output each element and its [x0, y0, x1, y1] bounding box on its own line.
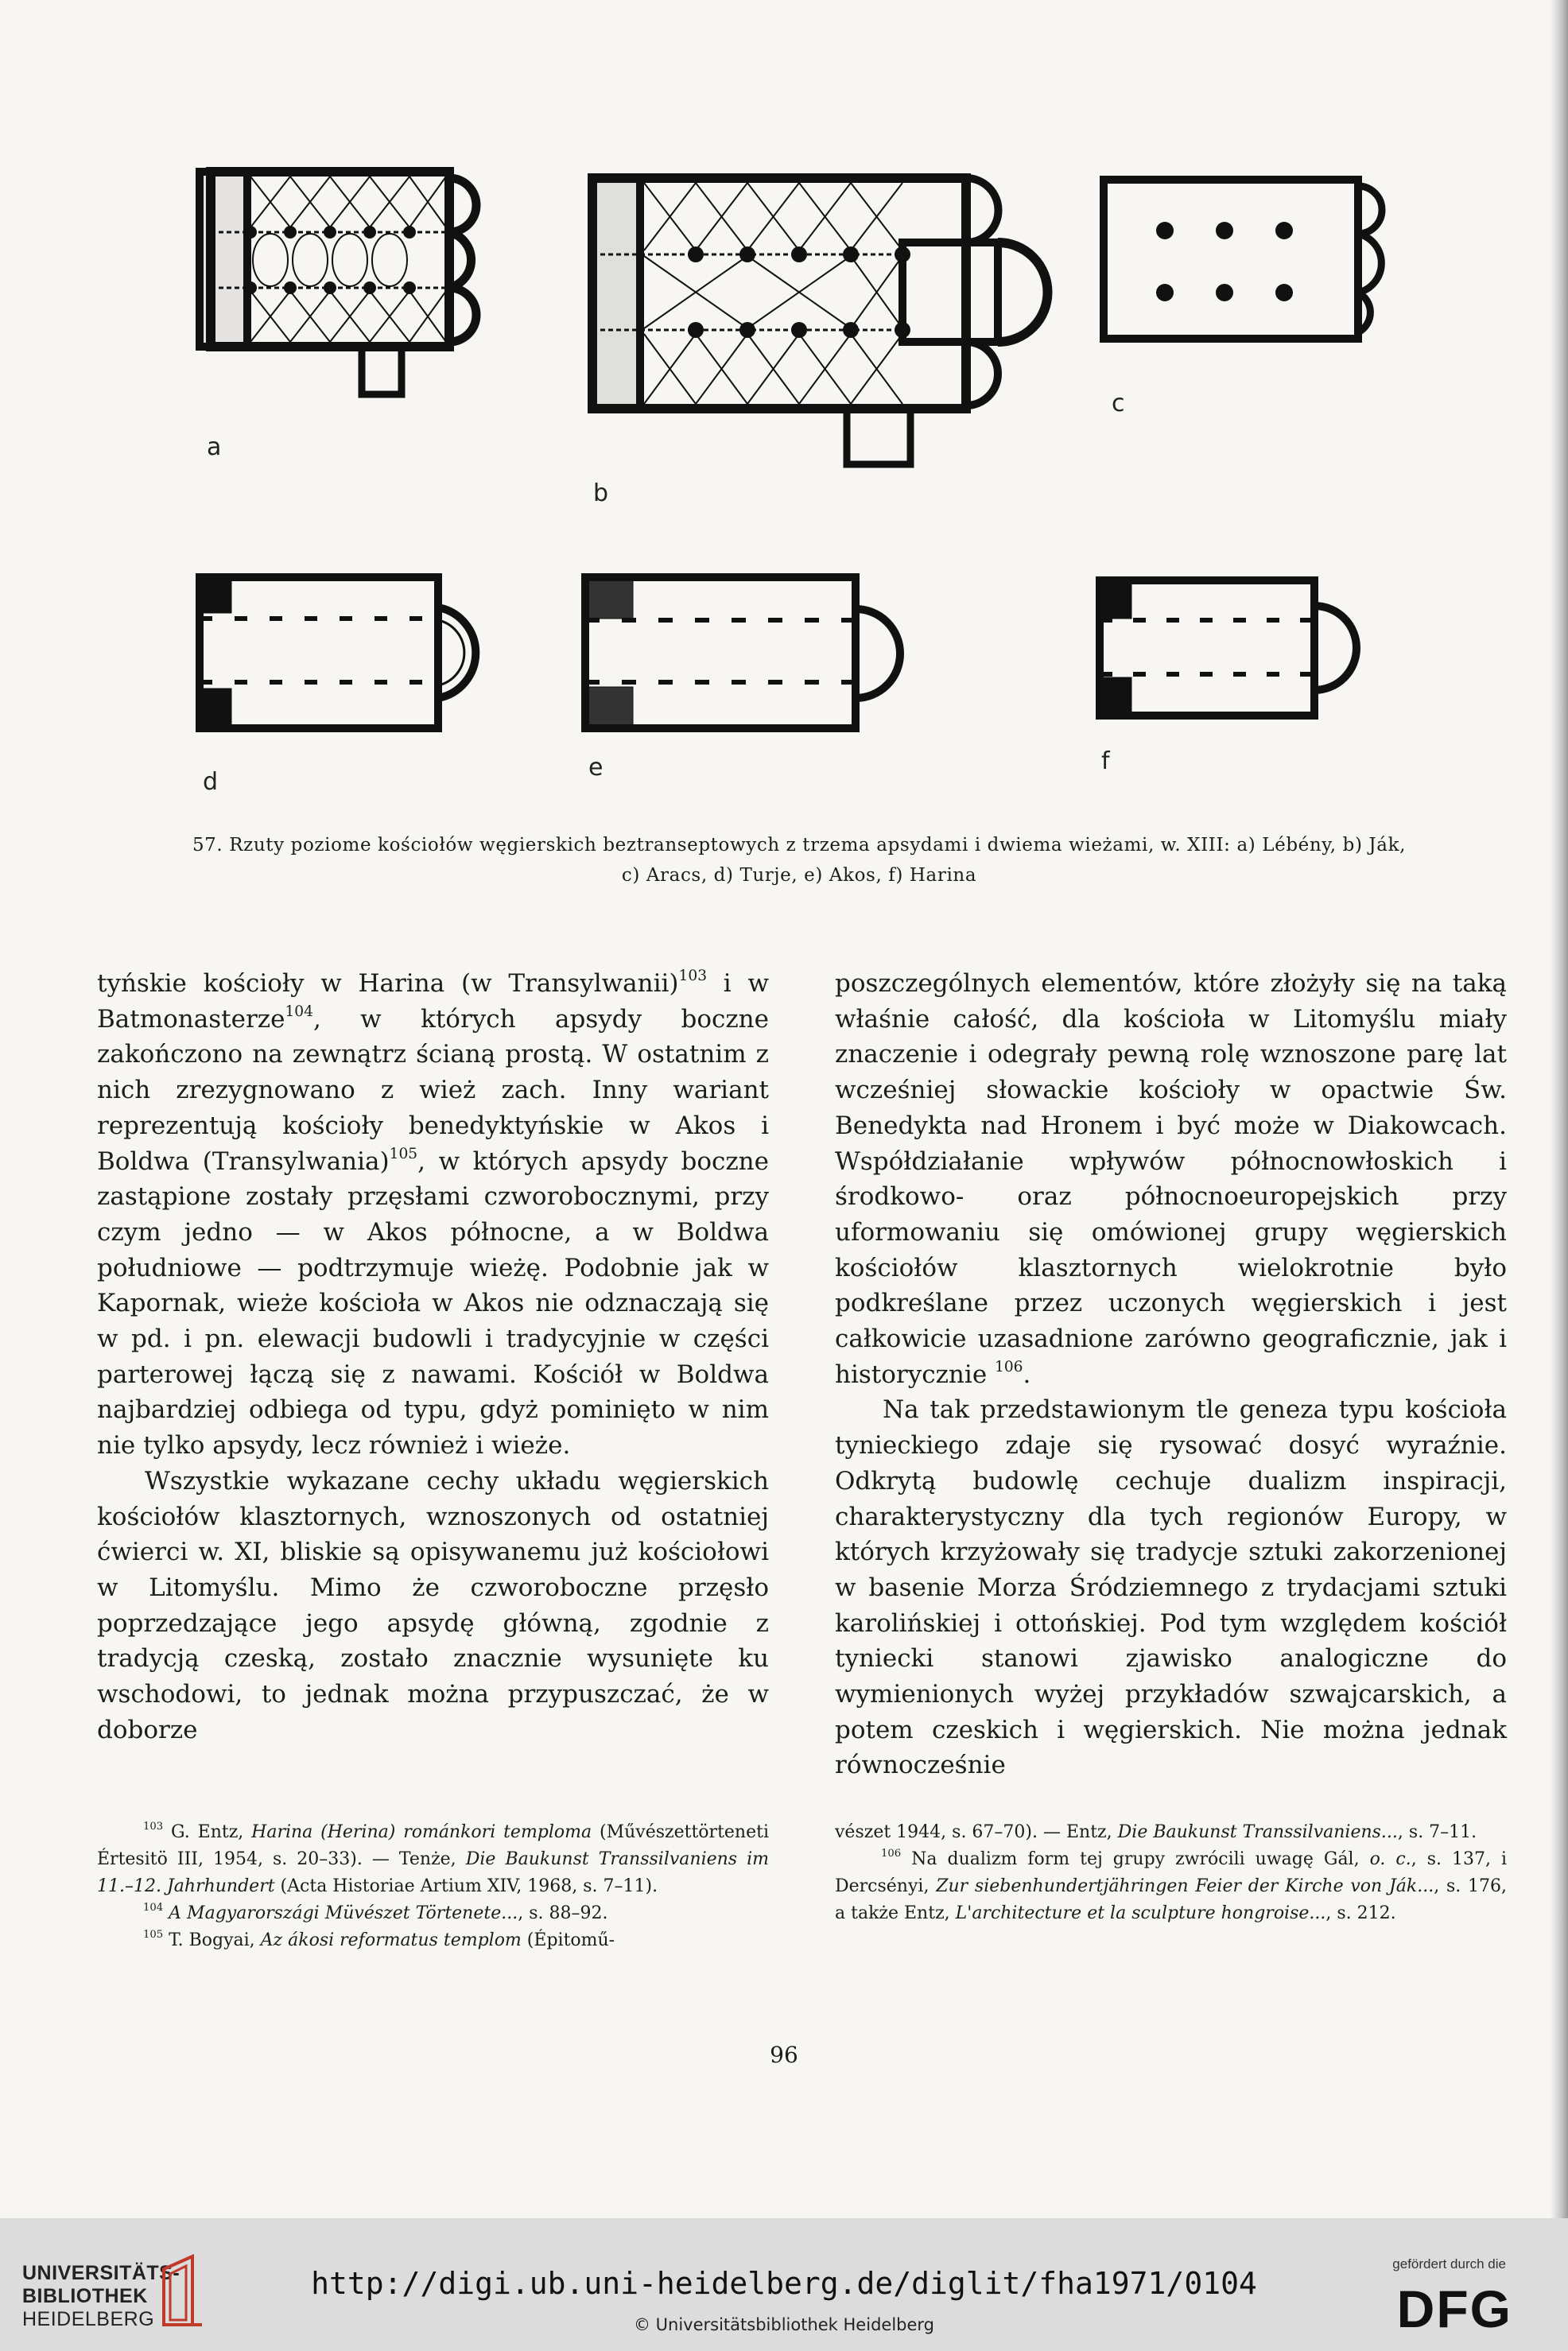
footnote-105-continued: vészet 1944, s. 67–70). — Entz, Die Baukunst Transsilvaniens..., s. 7–11.	[835, 1822, 1477, 1842]
caption-line-1: 57. Rzuty poziome kościołów węgierskich beztranseptowych z trzema apsydami i dwiema wieżami, w. XIII: a) Lébény, b) Ják,	[192, 835, 1407, 855]
figure-label-f: f	[1101, 747, 1110, 775]
footnotes-right	[835, 1819, 1507, 1927]
page-binding-shadow	[1551, 0, 1568, 2218]
library-logo-text: UNIVERSITÄTS- BIBLIOTHEK HEIDELBERG	[22, 2262, 180, 2330]
footnote-104: $^{104}$ A Magyarországi Müvészet Törtenete..., s. 88–92.	[143, 1902, 608, 1923]
page-number: 96	[770, 2042, 798, 2068]
floor-plan-f	[1093, 574, 1380, 733]
floor-plan-c	[1097, 173, 1399, 356]
figure-label-a: a	[207, 433, 222, 461]
footnotes-left	[97, 1819, 769, 1954]
text-column-left	[97, 966, 769, 1748]
right-paragraph-2: Na tak przedstawionym tle geneza typu kościoła tynieckiego zdaje się rysować dosyć wyraźnie. Odkrytą budowlę cechuje dualizm inspiracji, charakterystyczny dla tych regionów Europy, w których krzyżowały się tradycje sztuki zakorzenionej w basenie Morza Śródziemnego z trydacjami sztuki karolińskiej i ottońskiej. Pod tym względem kościół tyniecki stanowi zjawisko analogiczne do wymienionych wyżej przykładów szwajcarskich, a potem czeskich i węgierskich. Nie można jednak równocześnie	[835, 1395, 1507, 1780]
figure-label-e: e	[588, 754, 604, 782]
funding-note: gefördert durch die	[1392, 2256, 1506, 2271]
figure-label-c: c	[1112, 390, 1125, 417]
caption-line-2: c) Aracs, d) Turje, e) Akos, f) Harina	[621, 865, 977, 886]
footnote-105: $^{105}$ T. Bogyai, Az ákosi reformatus templom (Épitomű-	[143, 1929, 615, 1950]
dfg-logo: DFG	[1396, 2279, 1512, 2338]
copyright-notice: © Universitätsbibliothek Heidelberg	[633, 2315, 934, 2334]
floor-plan-e	[579, 571, 937, 746]
floor-plan-d	[195, 571, 513, 746]
figure-label-b: b	[593, 479, 609, 507]
left-paragraph-1: tyńskie kościoły w Harina (w Transylwanii)$^{103}$ i w Batmonasterze$^{104}$, w których apsydy boczne zakończono na zewnątrz ścianą prostą. W ostatnim z nich zrezygnowano z wież zach. Inny wariant reprezentują kościoły benedyktyńskie w Akos i Boldwa (Transylwania)$^{105}$, w których apsydy boczne zastąpione zostały przęsłami czworobocznymi, przy czym jedno — w Akos północne, a w Boldwa południowe — podtrzymuje wieżę. Podobnie jak w Kapornak, wieże kościoła w Akos nie odznaczają się w pd. i pn. elewacji budowli i tradycyjnie w części parterowej łączą się z nawami. Kościół w Boldwa najbardziej odbiega od typu, gdyż pominięto w nim nie tylko apsydy, lecz również i wieże.	[97, 968, 769, 1461]
permalink-url[interactable]: http://digi.ub.uni-heidelberg.de/diglit/fha1971/0104	[311, 2266, 1257, 2301]
footnote-106: $^{106}$ Na dualizm form tej grupy zwrócili uwagę Gál, o. c., s. 137, i Dercsényi, Zur siebenhundertjähringen Feier der Kirche von Ják..., s. 176, a także Entz, L'architecture et la sculpture hongroise..., s. 212.	[835, 1848, 1507, 1923]
left-paragraph-2: Wszystkie wykazane cechy układu węgierskich kościołów klasztornych, wznoszonych od ostatniej ćwierci w. XI, bliskie są opisywanemu już kościołowi w Litomyślu. Mimo że czworoboczne przęsło poprzedzające jego apsydę główną, zgodnie z tradycją czeską, zostało znacznie wysunięte ku wschodowi, to jednak można przypuszczać, że w doborze	[97, 1466, 769, 1744]
figure-label-d: d	[203, 768, 219, 796]
text-column-right	[835, 966, 1507, 1783]
footnote-103: $^{103}$ G. Entz, Harina (Herina) románkori temploma (Művészettörteneti Értesitö III, 1954, s. 20–33). — Tenże, Die Baukunst Transsilvaniens im 11.–12. Jahrhundert (Acta Historiae Artium XIV, 1968, s. 7–11).	[97, 1821, 770, 1896]
figure-caption	[95, 830, 1503, 890]
floor-plan-a	[195, 167, 497, 413]
floor-plan-b	[584, 167, 1038, 469]
right-paragraph-1: poszczególnych elementów, które złożyły się na taką właśnie całość, dla kościoła w Litomyślu miały znaczenie i odegrały pewną rolę wznoszone parę lat wcześniej słowackie kościoły w opactwie Św. Benedykta nad Hronem i być może w Diakowcach. Współdziałanie wpływów północnowłoskich i środkowo- oraz północnoeuropejskich przy uformowaniu się omówionej grupy węgierskich kościołów klasztornych wielokrotnie było podkreślane przez uczonych węgierskich i jest całkowicie uzasadnione zarówno geograficznie, jak i historycznie $^{106}$.	[835, 969, 1507, 1389]
